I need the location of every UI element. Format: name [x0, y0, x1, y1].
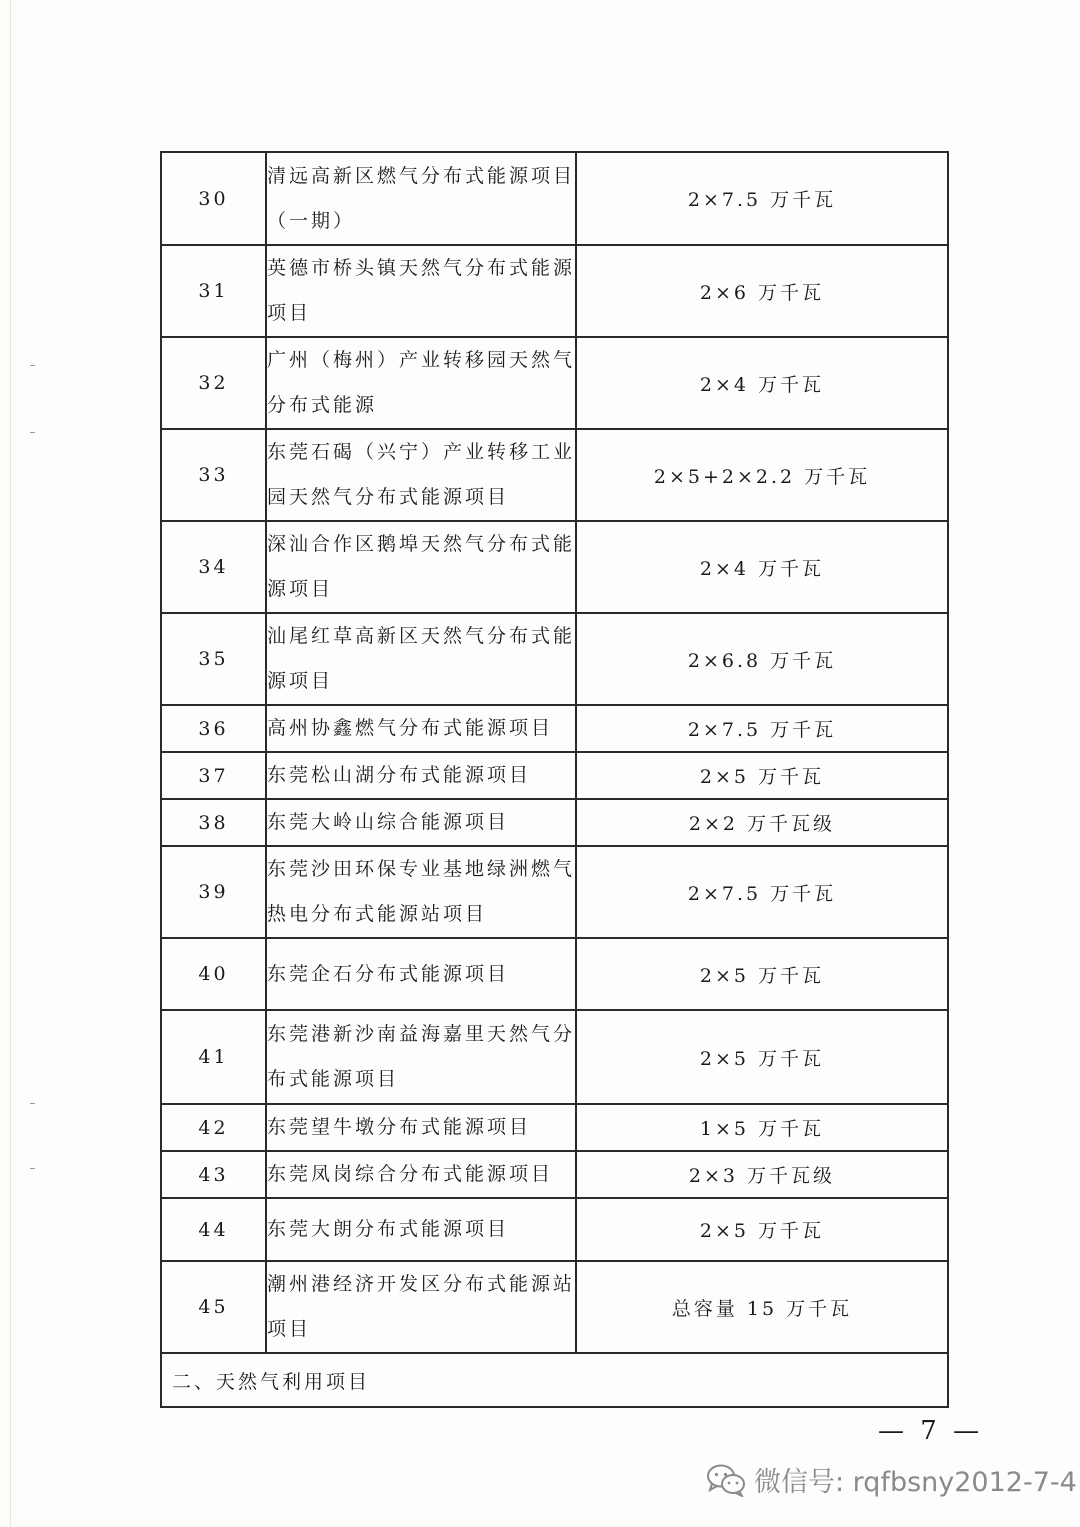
- project-capacity: 2×7.5 万千瓦: [576, 152, 948, 245]
- row-number: 41: [161, 1010, 266, 1104]
- table-row: [161, 521, 948, 613]
- project-name: 英德市桥头镇天然气分布式能源项目: [266, 245, 576, 337]
- project-capacity: 2×2 万千瓦级: [576, 799, 948, 846]
- project-capacity: 2×6 万千瓦: [576, 245, 948, 337]
- table-row: [161, 705, 948, 752]
- project-capacity: 2×5 万千瓦: [576, 752, 948, 799]
- project-capacity: 2×6.8 万千瓦: [576, 613, 948, 705]
- project-capacity: 2×4 万千瓦: [576, 337, 948, 429]
- project-name: 清远高新区燃气分布式能源项目（一期）: [266, 152, 576, 245]
- project-capacity: 2×5 万千瓦: [576, 1198, 948, 1261]
- table-row: [161, 245, 948, 337]
- watermark: [706, 1460, 1077, 1499]
- row-number: 35: [161, 613, 266, 705]
- table-row: [161, 938, 948, 1010]
- project-capacity: 2×7.5 万千瓦: [576, 705, 948, 752]
- scan-speck: [30, 432, 35, 433]
- row-number: 42: [161, 1104, 266, 1151]
- row-number: 39: [161, 846, 266, 938]
- project-table: [160, 151, 949, 1408]
- row-number: 33: [161, 429, 266, 521]
- row-number: 32: [161, 337, 266, 429]
- row-number: 37: [161, 752, 266, 799]
- project-capacity: 2×5+2×2.2 万千瓦: [576, 429, 948, 521]
- project-name: 东莞港新沙南益海嘉里天然气分布式能源项目: [266, 1010, 576, 1104]
- project-capacity: 2×7.5 万千瓦: [576, 846, 948, 938]
- row-number: 36: [161, 705, 266, 752]
- project-capacity: 总容量 15 万千瓦: [576, 1261, 948, 1353]
- project-capacity: 2×5 万千瓦: [576, 938, 948, 1010]
- project-capacity: 2×5 万千瓦: [576, 1010, 948, 1104]
- project-name: 广州（梅州）产业转移园天然气分布式能源: [266, 337, 576, 429]
- table-row: [161, 152, 948, 245]
- table-row: [161, 752, 948, 799]
- project-name: 东莞凤岗综合分布式能源项目: [266, 1151, 576, 1198]
- scan-edge: [10, 0, 11, 1527]
- table-row: [161, 337, 948, 429]
- project-capacity: 2×4 万千瓦: [576, 521, 948, 613]
- watermark-text: 微信号: rqfbsny2012-7-4: [754, 1467, 1077, 1498]
- project-name: 高州协鑫燃气分布式能源项目: [266, 705, 576, 752]
- scan-speck: [30, 1103, 35, 1104]
- row-number: 31: [161, 245, 266, 337]
- project-name: 东莞企石分布式能源项目: [266, 938, 576, 1010]
- project-capacity: 1×5 万千瓦: [576, 1104, 948, 1151]
- project-name: 东莞望牛墩分布式能源项目: [266, 1104, 576, 1151]
- project-name: 东莞大岭山综合能源项目: [266, 799, 576, 846]
- project-name: 深汕合作区鹅埠天然气分布式能源项目: [266, 521, 576, 613]
- row-number: 43: [161, 1151, 266, 1198]
- row-number: 45: [161, 1261, 266, 1353]
- table-row: [161, 1010, 948, 1104]
- project-name: 潮州港经济开发区分布式能源站项目: [266, 1261, 576, 1353]
- row-number: 38: [161, 799, 266, 846]
- row-number: 44: [161, 1198, 266, 1261]
- project-name: 东莞沙田环保专业基地绿洲燃气热电分布式能源站项目: [266, 846, 576, 938]
- table-row: [161, 846, 948, 938]
- table-row: [161, 613, 948, 705]
- project-name: 东莞石碣（兴宁）产业转移工业园天然气分布式能源项目: [266, 429, 576, 521]
- section-heading: 二、天然气利用项目: [161, 1353, 948, 1407]
- page-number: — 7 —: [878, 1416, 984, 1446]
- row-number: 30: [161, 152, 266, 245]
- project-name: 汕尾红草高新区天然气分布式能源项目: [266, 613, 576, 705]
- table-row: [161, 429, 948, 521]
- table-row: [161, 1104, 948, 1151]
- table-row: [161, 1198, 948, 1261]
- row-number: 40: [161, 938, 266, 1010]
- project-capacity: 2×3 万千瓦级: [576, 1151, 948, 1198]
- project-name: 东莞松山湖分布式能源项目: [266, 752, 576, 799]
- wechat-icon: [706, 1463, 746, 1497]
- section-row: [161, 1353, 948, 1407]
- row-number: 34: [161, 521, 266, 613]
- table-row: [161, 1151, 948, 1198]
- scan-speck: [30, 365, 35, 366]
- table-row: [161, 1261, 948, 1353]
- project-name: 东莞大朗分布式能源项目: [266, 1198, 576, 1261]
- table-row: [161, 799, 948, 846]
- scan-speck: [30, 1168, 35, 1169]
